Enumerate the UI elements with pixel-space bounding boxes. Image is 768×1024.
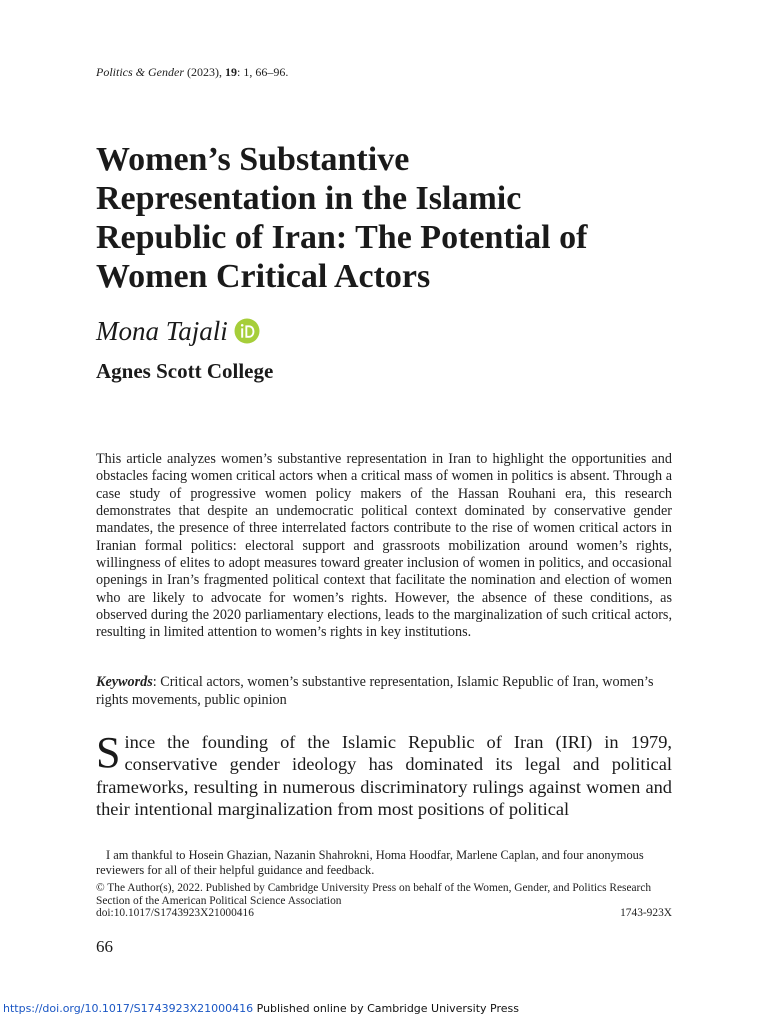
author-affiliation: Agnes Scott College xyxy=(96,359,274,383)
title-line: Representation in the Islamic xyxy=(96,180,522,217)
doi-link[interactable]: https://doi.org/10.1017/S1743923X21000416 xyxy=(3,1002,254,1015)
body-paragraph xyxy=(96,728,672,821)
keywords xyxy=(96,674,672,709)
orcid-icon[interactable] xyxy=(234,318,260,344)
doi-row xyxy=(96,907,672,920)
title-line: Republic of Iran: The Potential of xyxy=(96,219,588,256)
article-title xyxy=(96,140,696,296)
copyright-notice: © The Author(s), 2022. Published by Cambridge University Press on behalf of the Women, Gender, and Politics Research Section of the American Political Science Association xyxy=(96,882,652,907)
body-text: ince the founding of the Islamic Republic of Iran (IRI) in 1979, conservative gender ideology has dominated its legal and political frameworks, resulting in numerous discriminatory rulings against women and their intentional marginalization from most positions of political xyxy=(96,732,672,820)
keywords-label: Keywords xyxy=(96,674,153,690)
journal-issue-pages: : 1, 66–96. xyxy=(236,65,289,79)
page-number: 66 xyxy=(96,937,113,956)
drop-cap: S xyxy=(96,728,121,777)
author-row xyxy=(96,313,260,349)
title-line: Women Critical Actors xyxy=(96,258,431,295)
bottom-publication-bar xyxy=(0,1001,519,1017)
issn: 1743-923X xyxy=(620,907,672,919)
journal-name: Politics & Gender xyxy=(96,65,184,79)
journal-volume: 19 xyxy=(224,65,237,79)
journal-citation xyxy=(96,65,288,80)
journal-year: (2023), xyxy=(186,65,222,79)
article-doi: doi:10.1017/S1743923X21000416 xyxy=(96,907,254,919)
published-online-text: Published online by Cambridge University Press xyxy=(253,1002,519,1015)
keywords-values: : Critical actors, women’s substantive representation, Islamic Republic of Iran, women’s rights movements, public opinion xyxy=(96,674,654,708)
author-name: Mona Tajali xyxy=(96,315,228,346)
acknowledgment-text: I am thankful to Hosein Ghazian, Nazanin Shahrokni, Homa Hoodfar, Marlene Caplan, and four anonymous reviewers for all of their helpful guidance and feedback. xyxy=(96,848,644,877)
title-line: Women’s Substantive xyxy=(96,141,410,178)
abstract-text: This article analyzes women’s substantive representation in Iran to highlight the opportunities and obstacles facing women critical actors when a critical mass of women in politics is absent. Through a case study of progressive women policy makers of the Hassan Rouhani era, this research demonstrates that despite an undemocratic political context dominated by conservative gender mandates, the presence of three interrelated factors contribute to the rise of women critical actors in Iranian formal politics: electoral support and grassroots mobilization around women’s rights, willingness of elites to adopt measures toward greater inclusion of women in politics, and occasional openings in Iran’s fragmented political context that facilitate the nomination and election of women who are likely to advocate for women’s rights. However, the absence of these conditions, as observed during the 2020 parliamentary elections, leads to the marginalization of such critical actors, resulting in limited attention to women’s rights in key institutions. xyxy=(96,451,672,641)
acknowledgment-footnote xyxy=(96,848,672,878)
